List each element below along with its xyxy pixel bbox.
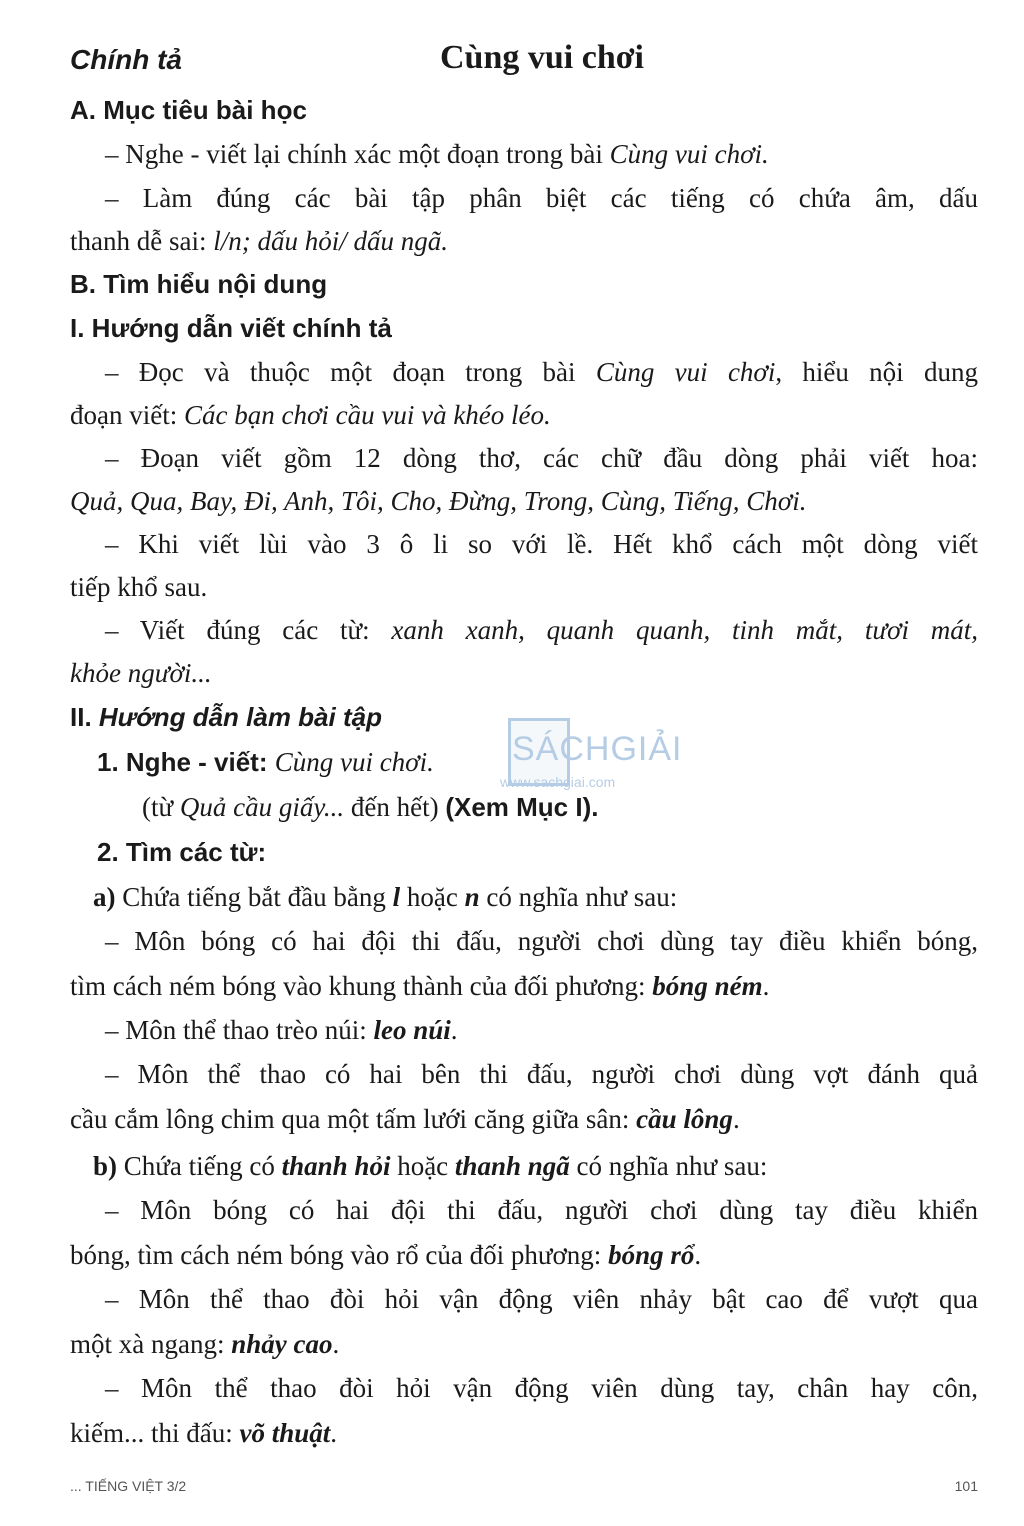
paragraph-b1-line1: – Đọc và thuộc một đoạn trong bài Cùng vui chơi, hiểu nội dung xyxy=(105,357,978,387)
watermark-text: SÁCHGIẢI xyxy=(512,730,683,768)
part-a1-line2: tìm cách ném bóng vào khung thành của đối phương: bóng ném. xyxy=(70,971,770,1001)
watermark-url: www.sachgiai.com xyxy=(500,774,616,790)
part-a3-line2: cầu cắm lông chim qua một tấm lưới căng giữa sân: cầu lông. xyxy=(70,1104,740,1134)
part-b3-line2: kiếm... thi đấu: võ thuật. xyxy=(70,1418,338,1448)
watermark xyxy=(470,712,683,802)
paragraph-a2-line2: thanh dễ sai: l/n; dấu hỏi/ dấu ngã. xyxy=(70,226,448,256)
part-b1-line1: – Môn bóng có hai đội thi đấu, người chơi dùng tay điều khiển xyxy=(105,1195,978,1225)
paragraph-a2-line1: – Làm đúng các bài tập phân biệt các tiếng có chứa âm, dấu xyxy=(105,183,978,213)
page-title: Cùng vui chơi xyxy=(440,39,644,76)
answer-nhay-cao: nhảy cao xyxy=(231,1329,333,1359)
part-b-intro: b) Chứa tiếng có thanh hỏi hoặc thanh ngã có nghĩa như sau: xyxy=(93,1151,768,1181)
part-a2: – Môn thể thao trèo núi: leo núi. xyxy=(105,1015,458,1045)
section-label: Chính tả xyxy=(70,44,182,75)
heading-a: A. Mục tiêu bài học xyxy=(70,95,307,125)
subheading-b1: I. Hướng dẫn viết chính tả xyxy=(70,313,392,343)
answer-leo-nui: leo núi xyxy=(373,1015,451,1045)
part-a-intro: a) Chứa tiếng bắt đầu bằng l hoặc n có nghĩa như sau: xyxy=(93,882,678,912)
question-2: 2. Tìm các từ: xyxy=(97,837,267,867)
answer-bong-nem: bóng ném xyxy=(652,971,763,1001)
page-number: 101 xyxy=(954,1478,978,1494)
footer-book-title: ... TIẾNG VIỆT 3/2 xyxy=(70,1478,187,1494)
paragraph-b1-line2: đoạn viết: Các bạn chơi cầu vui và khéo léo. xyxy=(70,400,551,430)
part-b3-line1: – Môn thể thao đòi hỏi vận động viên dùng tay, chân hay côn, xyxy=(105,1373,978,1403)
paragraph-b4-line2: khỏe người... xyxy=(70,658,212,688)
part-b2-line2: một xà ngang: nhảy cao. xyxy=(70,1329,340,1359)
answer-cau-long: cầu lông xyxy=(636,1104,733,1134)
paragraph-b3-line2: tiếp khổ sau. xyxy=(70,572,208,602)
answer-vo-thuat: võ thuật xyxy=(239,1418,331,1448)
paragraph-a1: – Nghe - viết lại chính xác một đoạn trong bài Cùng vui chơi. xyxy=(105,139,769,169)
paragraph-b4-line1: – Viết đúng các từ: xanh xanh, quanh quanh, tinh mắt, tươi mát, xyxy=(105,615,978,645)
answer-bong-ro: bóng rổ xyxy=(608,1240,695,1270)
paragraph-b3-line1: – Khi viết lùi vào 3 ô li so với lề. Hết khổ cách một dòng viết xyxy=(105,529,978,559)
part-b2-line1: – Môn thể thao đòi hỏi vận động viên nhảy bật cao để vượt qua xyxy=(105,1284,978,1314)
heading-b: B. Tìm hiểu nội dung xyxy=(70,269,328,299)
part-a1-line1: – Môn bóng có hai đội thi đấu, người chơi dùng tay điều khiển bóng, xyxy=(105,926,978,956)
question-1-range: (từ Quả cầu giấy... đến hết) (Xem Mục I). xyxy=(142,792,599,822)
paragraph-b2-line2: Quả, Qua, Bay, Đi, Anh, Tôi, Cho, Đừng, Trong, Cùng, Tiếng, Chơi. xyxy=(70,486,807,516)
part-b1-line2: bóng, tìm cách ném bóng vào rổ của đối phương: bóng rổ. xyxy=(70,1240,702,1270)
part-a3-line1: – Môn thể thao có hai bên thi đấu, người chơi dùng vợt đánh quả xyxy=(105,1059,978,1089)
heading-ii: II. Hướng dẫn làm bài tập xyxy=(70,702,382,732)
page-footer xyxy=(70,1478,978,1498)
paragraph-b2-line1: – Đoạn viết gồm 12 dòng thơ, các chữ đầu dòng phải viết hoa: xyxy=(105,443,978,473)
question-1: 1. Nghe - viết: Cùng vui chơi. xyxy=(97,747,434,777)
